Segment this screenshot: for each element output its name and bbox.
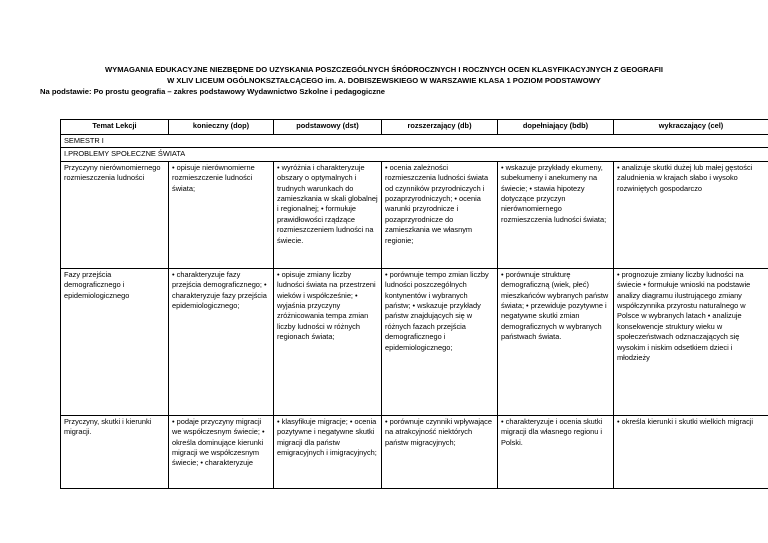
column-header-topic: Temat Lekcji: [61, 120, 169, 135]
cell-dop: • charakteryzuje fazy przejścia demograficznego; • charakteryzuje fazy przejścia epidemiologicznego;: [169, 268, 274, 415]
cell-cel: • określa kierunki i skutki wielkich migracji: [614, 415, 768, 488]
table-row: [61, 415, 768, 488]
cell-dst: • wyróżnia i charakteryzuje obszary o optymalnych i trudnych warunkach do zamieszkania w skali globalnej i regionalnej; • formułuje prawidłowości rządzące rozmieszczeniem ludności na świecie.: [274, 161, 382, 268]
cell-bdb: • porównuje strukturę demograficzną (wiek, płeć) mieszkańców wybranych państw świata; • przewiduje pozytywne i negatywne skutki zmian demograficznych w wybranych państwach świata.: [498, 268, 614, 415]
cell-dst: • klasyfikuje migracje; • ocenia pozytywne i negatywne skutki migracji dla państw emigracyjnych i imigracyjnych;: [274, 415, 382, 488]
semester-row: [61, 135, 768, 148]
column-header-cel: wykraczający (cel): [614, 120, 768, 135]
cell-topic: Fazy przejścia demograficznego i epidemiologicznego: [61, 268, 169, 415]
requirements-table: [60, 119, 768, 489]
column-header-bdb: dopełniający (bdb): [498, 120, 614, 135]
table-header-row: [61, 120, 768, 135]
cell-db: • ocenia zależności rozmieszczenia ludności świata od czynników przyrodniczych i pozaprzyrodniczych; • ocenia warunki przyrodnicze i pozaprzyrodnicze do zamieszkania we własnym regionie;: [382, 161, 498, 268]
header-title-line1: WYMAGANIA EDUKACYJNE NIEZBĘDNE DO UZYSKANIA POSZCZEGÓLNYCH ŚRÓDROCZNYCH I ROCZNYCH OCEN KLASYFIKACYJNYCH Z GEOGRAFII: [104, 65, 664, 74]
cell-cel: • prognozuje zmiany liczby ludności na świecie • formułuje wnioski na podstawie analizy diagramu ilustrującego zmiany współczynnika przyrostu naturalnego w Polsce w wybranych latach • analizuje konsekwencje struktury wieku w społeczeństwach odznaczających się wysokim i niskim odsetkiem dzieci i młodzieży: [614, 268, 768, 415]
section-label: I.PROBLEMY SPOŁECZNE ŚWIATA: [61, 148, 768, 161]
cell-dop: • podaje przyczyny migracji we współczesnym świecie; • określa dominujące kierunki migracji we współczesnym świecie; • charakteryzuje: [169, 415, 274, 488]
cell-db: • porównuje czynniki wpływające na atrakcyjność niektórych państw migracyjnych;: [382, 415, 498, 488]
cell-db: • porównuje tempo zmian liczby ludności poszczególnych kontynentów i wybranych państw; • wskazuje przykłady państw znajdujących się w różnych fazach przejścia demograficznego i epidemiologicznego;: [382, 268, 498, 415]
cell-dst: • opisuje zmiany liczby ludności świata na przestrzeni wieków i współcześnie; • wyjaśnia przyczyny zróżnicowania tempa zmian liczby ludności w różnych regionach świata;: [274, 268, 382, 415]
cell-bdb: • charakteryzuje i ocenia skutki migracji dla własnego regionu i Polski.: [498, 415, 614, 488]
semester-label: SEMESTR I: [61, 135, 768, 148]
cell-topic: Przyczyny nierównomiernego rozmieszczenia ludności: [61, 161, 169, 268]
cell-cel: • analizuje skutki dużej lub małej gęstości zaludnienia w krajach słabo i wysoko rozwiniętych gospodarczo: [614, 161, 768, 268]
column-header-db: rozszerzający (db): [382, 120, 498, 135]
section-row: [61, 148, 768, 161]
column-header-dst: podstawowy (dst): [274, 120, 382, 135]
document-header: [0, 64, 768, 97]
cell-bdb: • wskazuje przykłady ekumeny, subekumeny i anekumeny na świecie; • stawia hipotezy dotyczące przyczyn nierównomiernego rozmieszczenia ludności świata;: [498, 161, 614, 268]
cell-topic: Przyczyny, skutki i kierunki migracji.: [61, 415, 169, 488]
column-header-dop: konieczny (dop): [169, 120, 274, 135]
table-row: [61, 268, 768, 415]
header-source-line: Na podstawie: Po prostu geografia – zakres podstawowy Wydawnictwo Szkolne i pedagogiczne: [40, 87, 386, 96]
cell-dop: • opisuje nierównomierne rozmieszczenie ludności świata;: [169, 161, 274, 268]
table-row: [61, 161, 768, 268]
header-title-line2: W XLIV LICEUM OGÓLNOKSZTAŁCĄCEGO im. A. DOBISZEWSKIEGO W WARSZAWIE KLASA 1 POZIOM PODSTAWOWY: [167, 76, 601, 85]
